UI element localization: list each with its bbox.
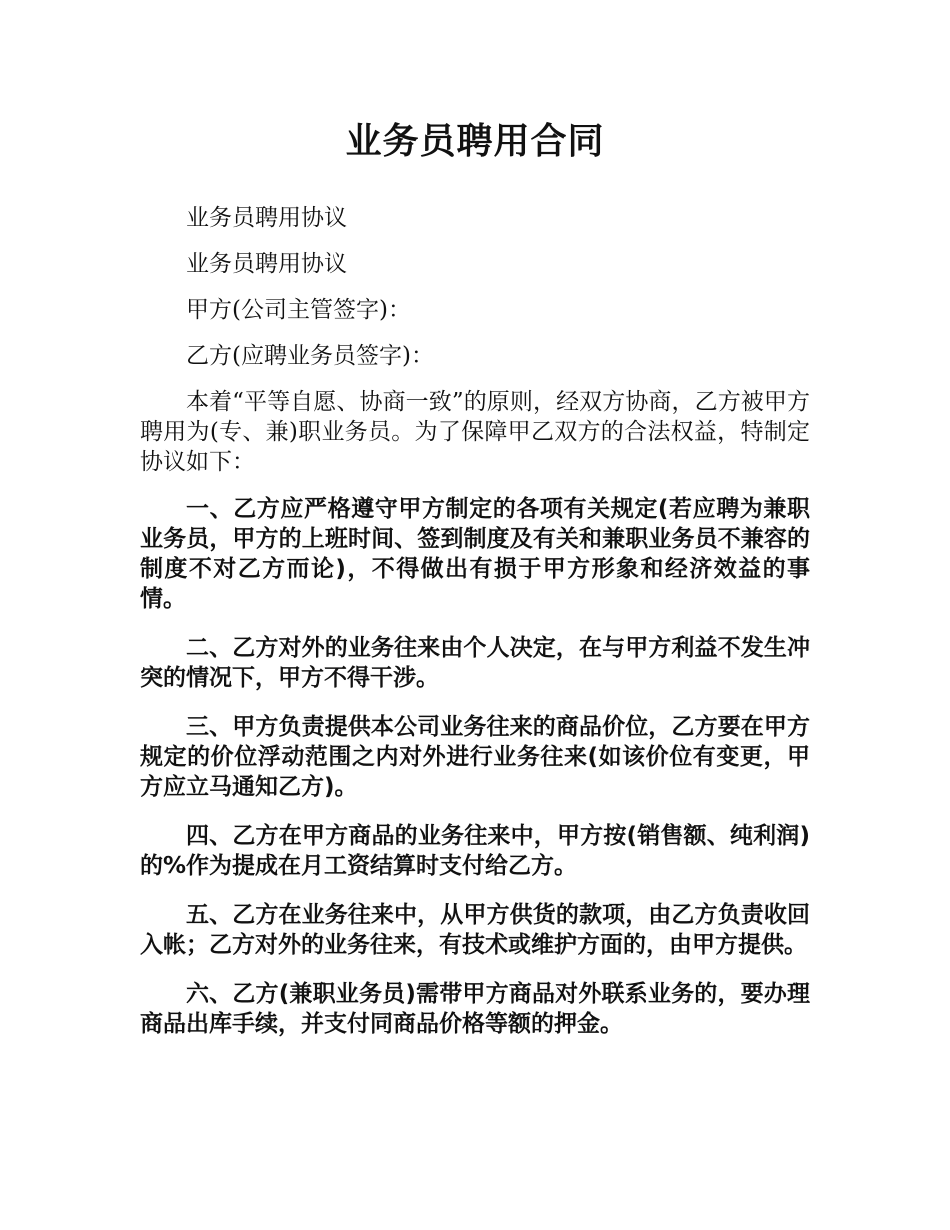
document-title: 业务员聘用合同 [345, 121, 605, 162]
clause-3: 三、甲方负责提供本公司业务往来的商品价位，乙方要在甲方规定的价位浮动范围之内对外进行业务往来(如该价位有变更，甲方应立马通知乙方)。 [140, 714, 810, 800]
clause-2: 二、乙方对外的业务往来由个人决定，在与甲方利益不发生冲突的情况下，甲方不得干涉。 [140, 635, 810, 691]
preamble-paragraph: 本着“平等自愿、协商一致”的原则，经双方协商，乙方被甲方聘用为(专、兼)职业务员。为了保障甲乙双方的合法权益，特制定协议如下： [140, 389, 810, 475]
party-b-signature-line: 乙方(应聘业务员签字)： [186, 343, 434, 369]
intro-heading-2: 业务员聘用协议 [186, 251, 347, 277]
clause-4: 四、乙方在甲方商品的业务往来中，甲方按(销售额、纯利润)的%作为提成在月工资结算时支付给乙方。 [140, 823, 810, 879]
clause-6: 六、乙方(兼职业务员)需带甲方商品对外联系业务的，要办理商品出库手续，并支付同商品价格等额的押金。 [140, 981, 810, 1037]
document-body [140, 203, 810, 1039]
clause-5: 五、乙方在业务往来中，从甲方供货的款项，由乙方负责收回入帐；乙方对外的业务往来，有技术或维护方面的，由甲方提供。 [140, 902, 810, 958]
party-a-signature-line: 甲方(公司主管签字)： [186, 297, 411, 323]
clause-1: 一、乙方应严格遵守甲方制定的各项有关规定(若应聘为兼职业务员，甲方的上班时间、签到制度及有关和兼职业务员不兼容的制度不对乙方而论)，不得做出有损于甲方形象和经济效益的事情。 [140, 496, 810, 612]
intro-heading-1: 业务员聘用协议 [186, 205, 347, 231]
